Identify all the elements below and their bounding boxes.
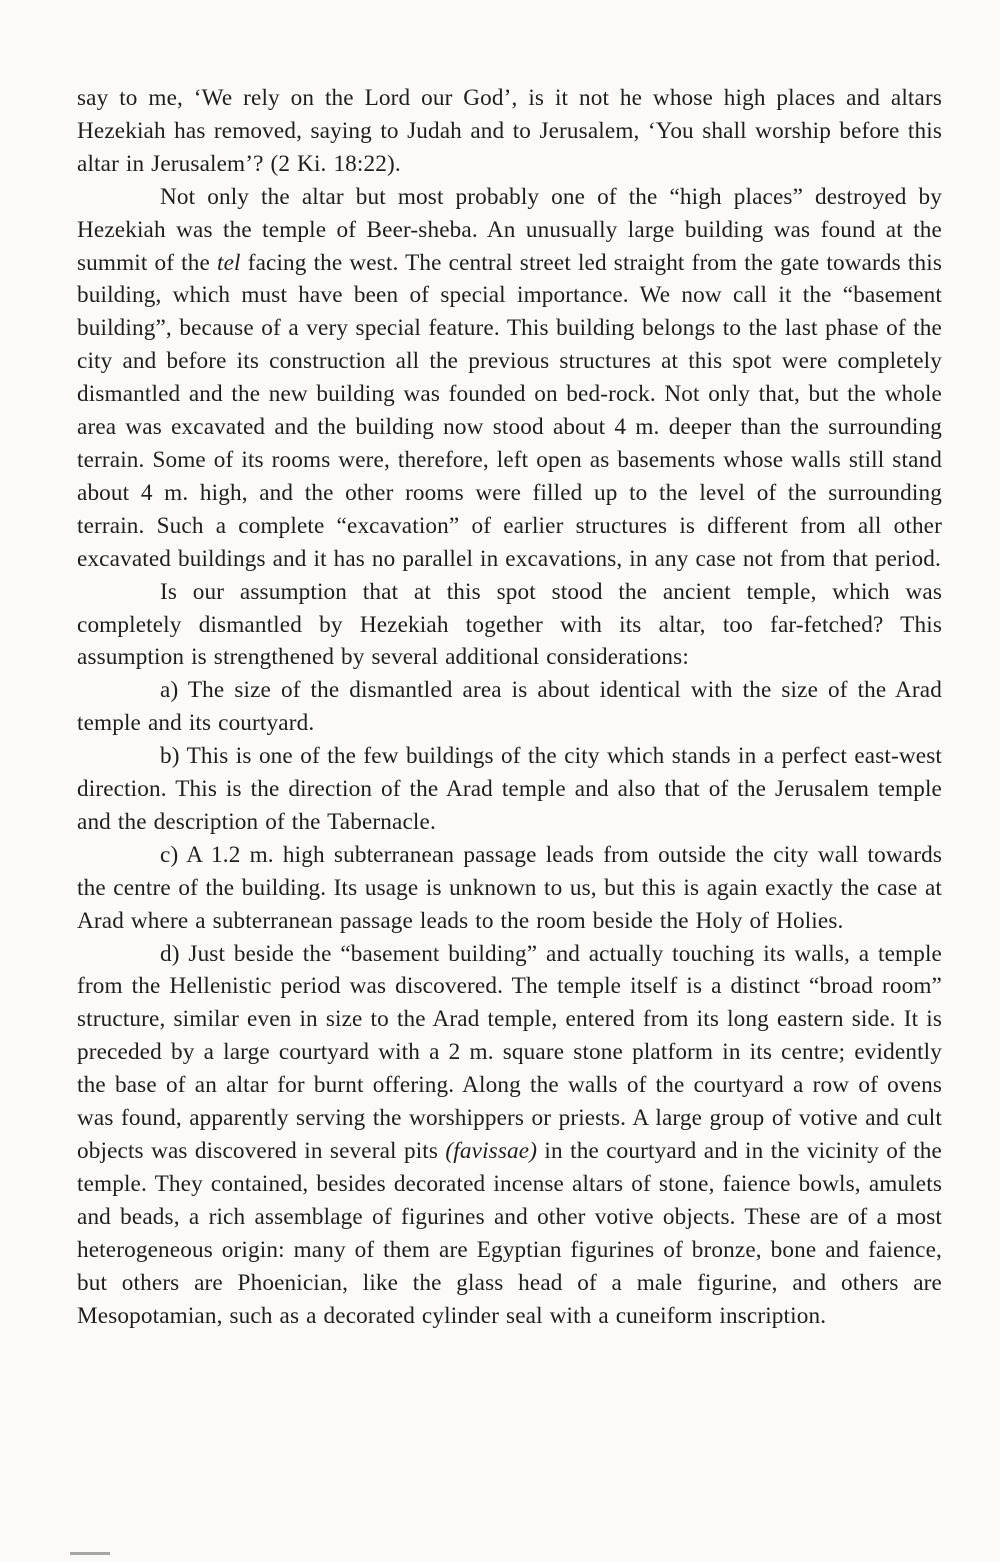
paragraph-p7 bbox=[77, 938, 942, 1333]
paragraph-p6 bbox=[77, 839, 942, 938]
paragraph-p2 bbox=[77, 181, 942, 576]
paragraph-p1 bbox=[77, 82, 942, 181]
paragraph-p3 bbox=[77, 576, 942, 675]
paragraph-text: a) The size of the dismantled area is about identical with the size of the Arad temple and its courtyard. bbox=[77, 677, 942, 737]
paragraph-text: c) A 1.2 m. high subterranean passage leads from outside the city wall towards the centre of the building. Its usage is unknown to us, but this is again exactly the case at Arad where a subterranean passage leads to the room beside the Holy of Holies. bbox=[77, 841, 942, 934]
paragraph-text: in the courtyard and in the vicinity of the temple. They contained, besides decorated incense altars of stone, faience bowls, amulets and beads, a rich assemblage of figurines and other votive objects. These are of a most heterogeneous origin: many of them are Egyptian figurines of bronze, bone and faience, but others are Phoenician, like the glass head of a male figurine, and others are Mesopotamian, such as a decorated cylinder seal with a cuneiform inscription. bbox=[77, 1138, 942, 1329]
italic-term: tel bbox=[217, 249, 241, 276]
paragraph-text: Not only the altar but most probably one of the “high places” destroyed by Hezekiah was the temple of Beer-sheba. An unusually large building was found at the summit of the bbox=[77, 183, 942, 276]
paragraph-text: say to me, ‘We rely on the Lord our God’, is it not he whose high places and altars Hezekiah has removed, saying to Judah and to Jerusalem, ‘You shall worship before this altar in Jerusalem’? (2 Ki. 18:22). bbox=[77, 85, 942, 177]
paragraph-text: d) Just beside the “basement building” and actually touching its walls, a temple from the Hellenistic period was discovered. The temple itself is a distinct “broad room” structure, similar even in size to the Arad temple, entered from its long eastern side. It is preceded by a large courtyard with a 2 m. square stone platform in its centre; evidently the base of an altar for burnt offering. Along the walls of the courtyard a row of ovens was found, apparently serving the worshippers or priests. A large group of votive and cult objects was discovered in several pits bbox=[77, 940, 942, 1164]
paragraph-p4 bbox=[77, 674, 942, 740]
italic-term: (favissae) bbox=[445, 1138, 538, 1164]
paragraph-p5 bbox=[77, 740, 942, 839]
paragraph-text: facing the west. The central street led straight from the gate towards this building, which must have been of special importance. We now call it the “basement building”, because of a very special feature. This building belongs to the last phase of the city and before its construction all the previous structures at this spot were completely dismantled and the new building was founded on bed-rock. Not only that, but the whole area was excavated and the building now stood about 4 m. deeper than the surrounding terrain. Some of its rooms were, therefore, left open as basements whose walls still stand about 4 m. high, and the other rooms were filled up to the level of the surrounding terrain. Such a complete “excavation” of earlier structures is different from all other excavated buildings and it has no parallel in excavations, in any case not from that period. bbox=[77, 249, 942, 572]
text-body bbox=[77, 82, 942, 1332]
page-edge-mark bbox=[70, 1552, 110, 1555]
paragraph-text: b) This is one of the few buildings of the city which stands in a perfect east-west direction. This is the direction of the Arad temple and also that of the Jerusalem temple and the description of the Tabernacle. bbox=[77, 743, 942, 835]
paragraph-text: Is our assumption that at this spot stood the ancient temple, which was completely dismantled by Hezekiah together with its altar, too far-fetched? This assumption is strengthened by several additional considerations: bbox=[77, 578, 942, 671]
